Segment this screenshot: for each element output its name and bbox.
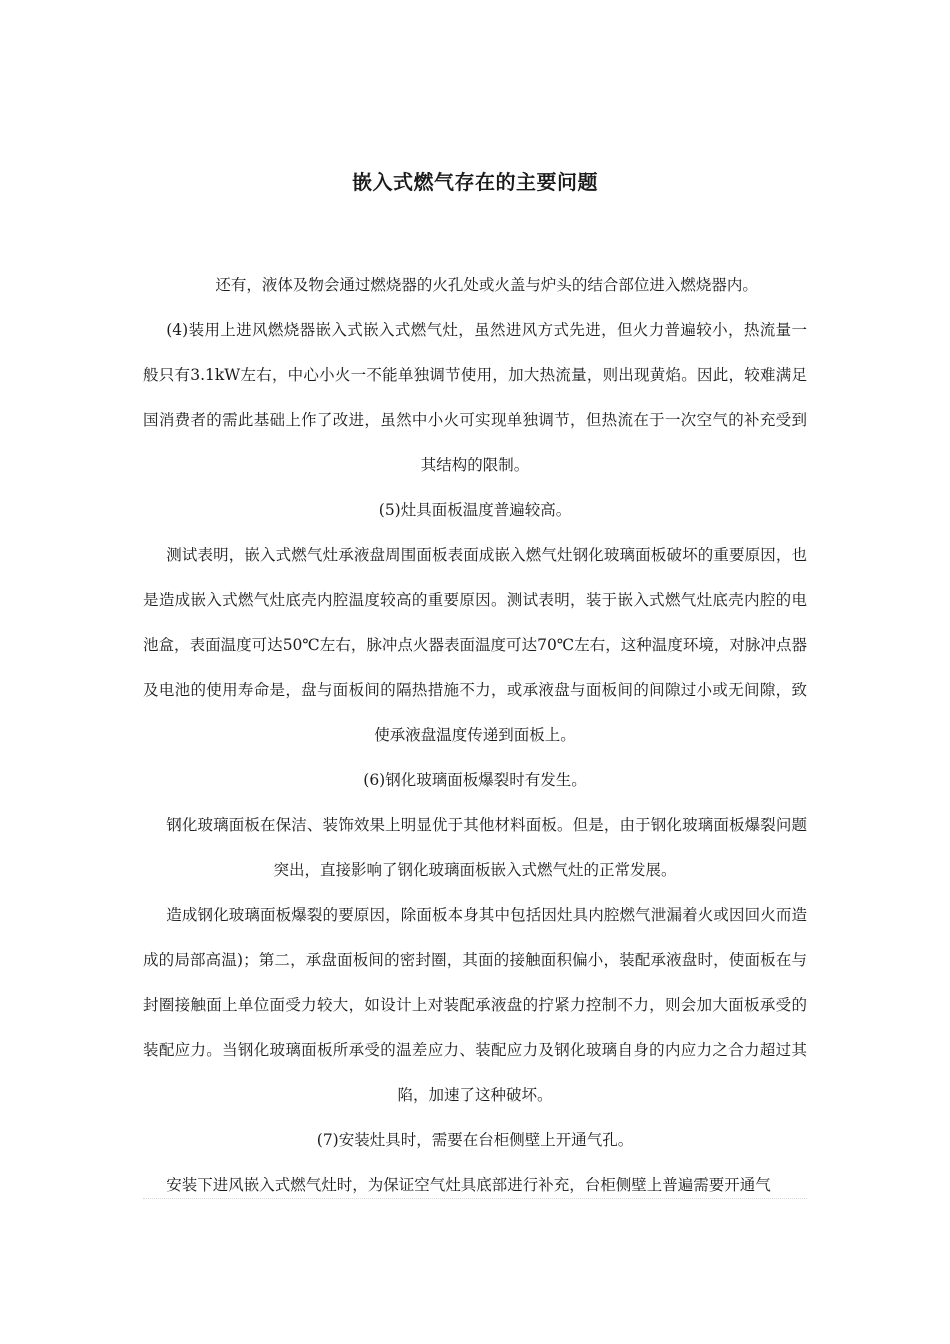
document-body [143, 263, 807, 1208]
document-title: 嵌入式燃气存在的主要问题 [352, 170, 598, 194]
paragraph-heading-7: (7)安装灶具时，需要在台柜侧壁上开通气孔。 [316, 1131, 634, 1149]
paragraph-heading-6: (6)钢化玻璃面板爆裂时有发生。 [363, 771, 587, 789]
paragraph-liquid-entry: 还有，液体及物会通过燃烧器的火孔处或火盖与炉头的结合部位进入燃烧器内。 [215, 276, 758, 294]
paragraph-glass-panel: 钢化玻璃面板在保洁、装饰效果上明显优于其他材料面板。但是，由于钢化玻璃面板爆裂问题突出，直接影响了钢化玻璃面板嵌入式燃气灶的正常发展。 [166, 816, 807, 879]
paragraph-glass-cause: 造成钢化玻璃面板爆裂的要原因，除面板本身其中包括因灶具内腔燃气泄漏着火或因回火而造成的局部高温)；第二，承盘面板间的密封圈，其面的接触面积偏小，装配承液盘时，使面板在与封圈接触面上单位面受力较大，如设计上对装配承液盘的拧紧力控制不力，则会加大面板承受的装配应力。当钢化玻璃面板所承受的温差应力、装配应力及钢化玻璃自身的内应力之合力超过其陷，加速了这种破坏。 [143, 906, 807, 1104]
paragraph-heading-5: (5)灶具面板温度普遍较高。 [378, 501, 572, 519]
paragraph-panel-temperature: 测试表明，嵌入式燃气灶承液盘周围面板表面成嵌入燃气灶钢化玻璃面板破坏的重要原因，也是造成嵌入式燃气灶底壳内腔温度较高的重要原因。测试表明，装于嵌入式燃气灶底壳内腔的电池盒，表面温度可达50℃左右，脉冲点火器表面温度可达70℃左右，这种温度环境，对脉冲点器及电池的使用寿命是，盘与面板间的隔热措施不力，或承液盘与面板间的间隙过小或无间隙，致使承液盘温度传递到面板上。 [143, 546, 807, 744]
paragraph-installation: 安装下进风嵌入式燃气灶时，为保证空气灶具底部进行补充，台柜侧壁上普遍需要开通气 [166, 1176, 771, 1194]
page-fold-divider [143, 1198, 807, 1199]
paragraph-item-4: (4)装用上进风燃烧器嵌入式嵌入式燃气灶，虽然进风方式先进，但火力普遍较小，热流量一般只有3.1kW左右，中心小火一不能单独调节使用，加大热流量，则出现黄焰。因此，较难满足国消费者的需此基础上作了改进，虽然中小火可实现单独调节，但热流在于一次空气的补充受到其结构的限制。 [143, 321, 807, 474]
